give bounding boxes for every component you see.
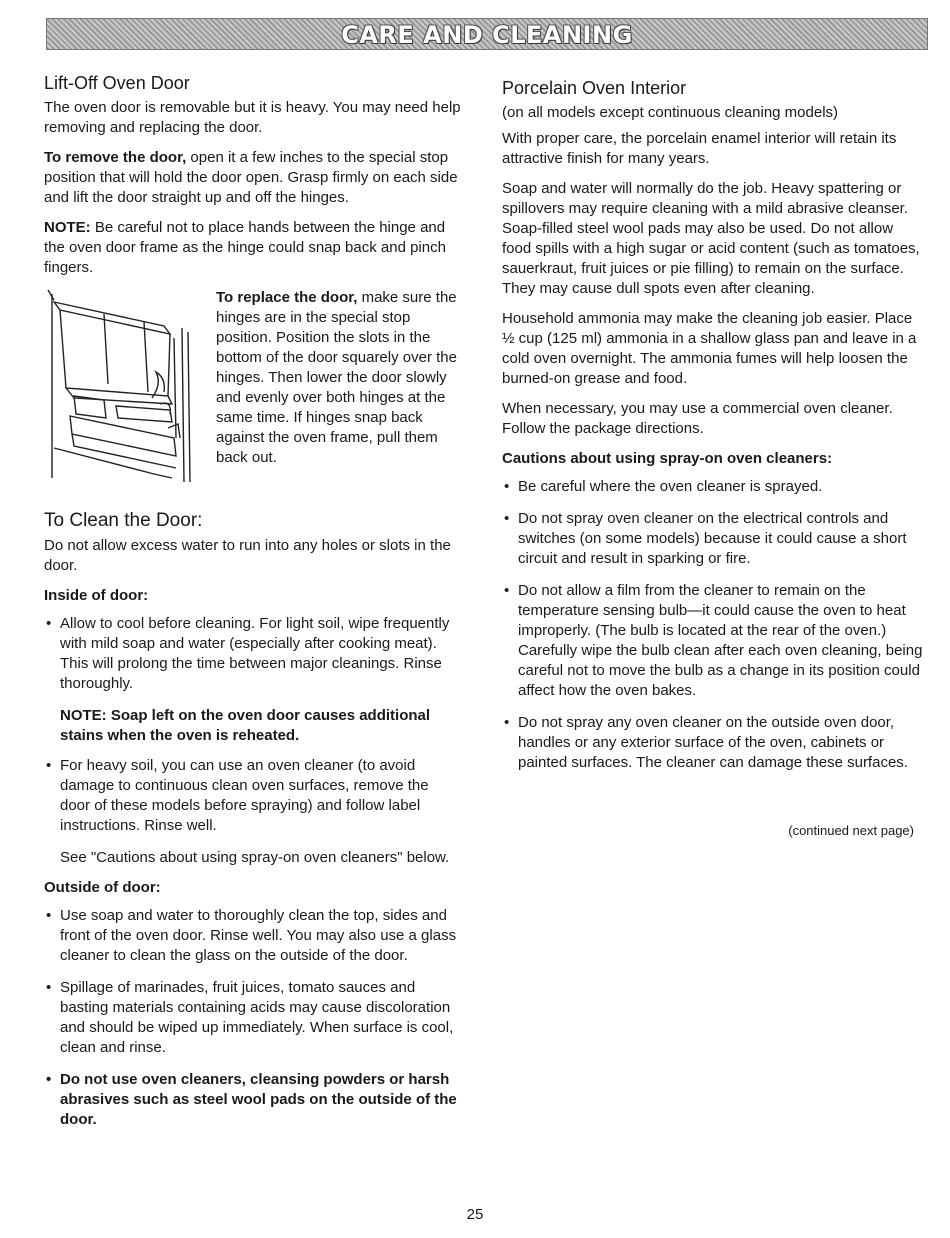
lift-off-heading: Lift-Off Oven Door xyxy=(44,73,190,93)
porcelain-para-4: When necessary, you may use a commercial oven cleaner. Follow the package directions. xyxy=(502,400,893,437)
left-column xyxy=(44,72,462,1142)
hinge-note-paragraph xyxy=(44,218,462,278)
inside-door-heading: Inside of door: xyxy=(44,587,149,604)
clean-door-heading: To Clean the Door: xyxy=(44,510,203,531)
section-banner xyxy=(46,18,928,50)
list-item: • Do not use oven cleaners, cleansing powders or harsh abrasives such as steel wool pads on the outside of the door. xyxy=(44,1070,462,1130)
list-item: • Be careful where the oven cleaner is sprayed. xyxy=(502,477,926,497)
oven-door-illustration xyxy=(44,288,194,484)
list-item: • For heavy soil, you can use an oven cleaner (to avoid damage to continuous clean oven surfaces, remove the door of these models before spraying) and follow label instructions. Rinse well. xyxy=(44,756,462,836)
list-item: • Allow to cool before cleaning. For light soil, wipe frequently with mild soap and water (especially after cooking meat). This will prolong the time between major cleanings. Rinse thoroughly. xyxy=(44,614,462,694)
cautions-list xyxy=(502,477,926,773)
cautions-heading: Cautions about using spray-on oven cleaners: xyxy=(502,450,833,467)
porcelain-para-1: With proper care, the porcelain enamel interior will retain its attractive finish for many years. xyxy=(502,130,897,167)
hinge-note-lead: NOTE: xyxy=(44,219,91,236)
remove-door-lead: To remove the door, xyxy=(44,149,187,166)
list-item: • Do not spray oven cleaner on the electrical controls and switches (on some models) because it could cause a short circuit and result in sparking or fire. xyxy=(502,509,926,569)
porcelain-para-2: Soap and water will normally do the job. Heavy spattering or spillovers may require cleaning with a mild abrasive cleanser. Soap-filled steel wool pads may also be used. Do not allow food spills with a high sugar or acid content (such as tomatoes, sauerkraut, fruit juices or pie filling) to remain on the surface. They may cause dull spots even after cleaning. xyxy=(502,180,920,297)
list-item: • Spillage of marinades, fruit juices, tomato sauces and basting materials containing acids may cause discoloration and should be wiped up immediately. When surface is cool, clean and rinse. xyxy=(44,978,462,1058)
outside-door-list xyxy=(44,906,462,1130)
inside-door-list-2 xyxy=(44,756,462,836)
lift-off-intro: The oven door is removable but it is heavy. You may need help removing and replacing the door. xyxy=(44,99,461,136)
remove-door-paragraph xyxy=(44,148,462,208)
porcelain-para-3: Household ammonia may make the cleaning job easier. Place ½ cup (125 ml) ammonia in a shallow glass pan and leave in a cold oven overnight. The ammonia fumes will help loosen the burned-on grease and food. xyxy=(502,310,917,387)
hinge-note-text: Be careful not to place hands between the hinge and the oven door frame as the hinge could snap back and pinch fingers. xyxy=(44,219,446,276)
clean-door-intro: Do not allow excess water to run into any holes or slots in the door. xyxy=(44,537,451,574)
replace-door-section xyxy=(44,288,462,500)
see-cautions-text: See "Cautions about using spray-on oven cleaners" below. xyxy=(60,849,450,866)
list-item: • Do not spray any oven cleaner on the outside oven door, handles or any exterior surface of the oven, cabinets or painted surfaces. The cleaner can damage these surfaces. xyxy=(502,713,926,773)
replace-door-text: make sure the hinges are in the special stop position. Position the slots in the bottom of the door squarely over the hinges. Then lower the door slowly and evenly over both hinges at the same time. If hinges snap back against the oven frame, pull them back out. xyxy=(216,289,457,466)
inside-door-list xyxy=(44,614,462,694)
list-item: • Use soap and water to thoroughly clean the top, sides and front of the oven door. Rinse well. You may also use a glass cleaner to clean the glass on the outside of the door. xyxy=(44,906,462,966)
soap-note: NOTE: Soap left on the oven door causes additional stains when the oven is reheated. xyxy=(60,707,431,744)
porcelain-subtitle: (on all models except continuous cleaning models) xyxy=(502,104,839,121)
replace-door-lead: To replace the door, xyxy=(216,289,358,306)
replace-door-paragraph xyxy=(216,288,464,468)
banner-title: CARE AND CLEANING xyxy=(341,21,633,49)
remove-door-text: open it a few inches to the special stop position that will hold the door open. Grasp firmly on each side and lift the door straight up and off the hinges. xyxy=(44,149,458,206)
continued-note: (continued next page) xyxy=(788,823,914,838)
porcelain-heading: Porcelain Oven Interior xyxy=(502,78,687,98)
outside-door-heading: Outside of door: xyxy=(44,879,161,896)
list-item: • Do not allow a film from the cleaner to remain on the temperature sensing bulb—it could cause the oven to heat improperly. (The bulb is located at the rear of the oven.) Carefully wipe the bulb clean after each oven cleaning, being careful not to move the bulb as a change in its position could affect how the oven bakes. xyxy=(502,581,926,701)
page-number: 25 xyxy=(466,1206,484,1223)
right-column xyxy=(502,77,926,841)
